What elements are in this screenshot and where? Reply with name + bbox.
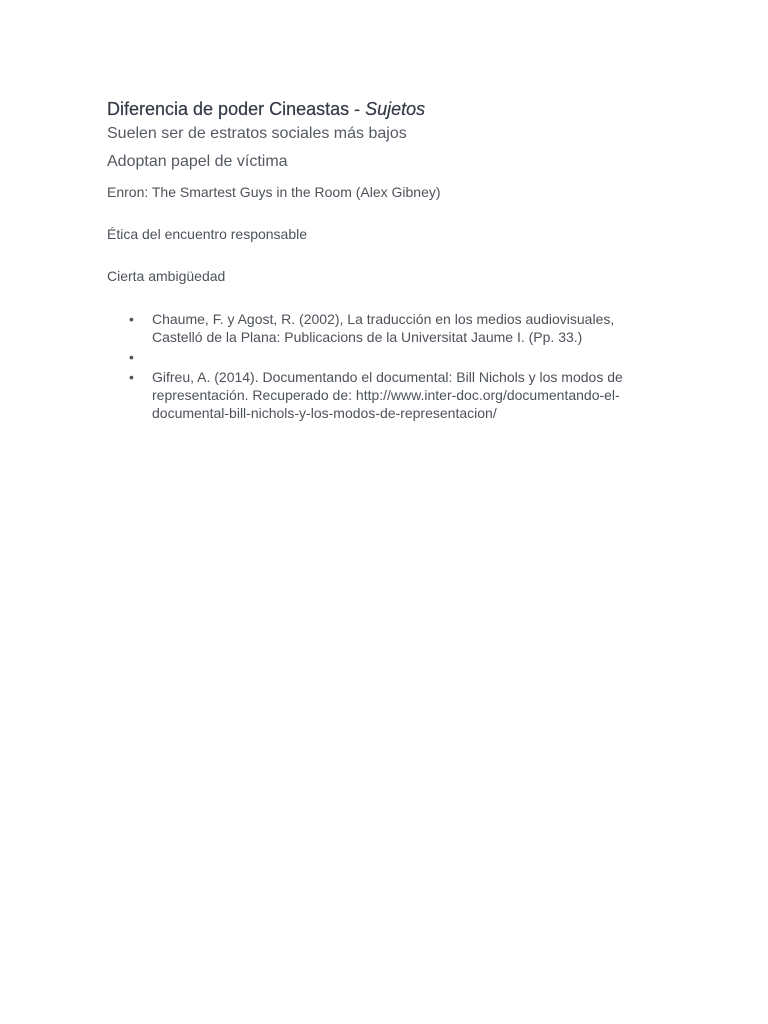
bullet-icon: • [129,311,134,327]
page-title [107,96,667,122]
reference-item-chaume [129,310,667,346]
subheading-social-strata: Suelen ser de estratos sociales más bajos [107,125,407,142]
paragraph-enron: Enron: The Smartest Guys in the Room (Alex Gibney) [107,184,441,200]
subheading-victim-role: Adoptan papel de víctima [107,153,288,170]
page-title-italic: Sujetos [365,99,426,119]
bullet-icon: • [129,349,134,365]
reference-text: Chaume, F. y Agost, R. (2002), La traducción en los medios audiovisuales, Castelló de la Plana: Publicacions de la Universitat Jaume I. (Pp. 33.) [152,311,615,345]
paragraph-cierta: Cierta ambigüedad [107,268,226,284]
reference-item-gifreu [129,368,667,422]
reference-text: Gifreu, A. (2014). Documentando el documental: Bill Nichols y los modos de representación. Recuperado de: http://www.inter-doc.org/documentando-el-documental-bill-nichols-y-los-modos-de-representacion/ [152,369,623,421]
page-title-text: Diferencia de poder Cineastas - [107,99,366,119]
references-list [107,310,667,422]
reference-item-empty [129,348,667,366]
document-page [107,96,667,424]
bullet-icon: • [129,369,134,385]
paragraph-etica: Ética del encuentro responsable [107,226,308,242]
